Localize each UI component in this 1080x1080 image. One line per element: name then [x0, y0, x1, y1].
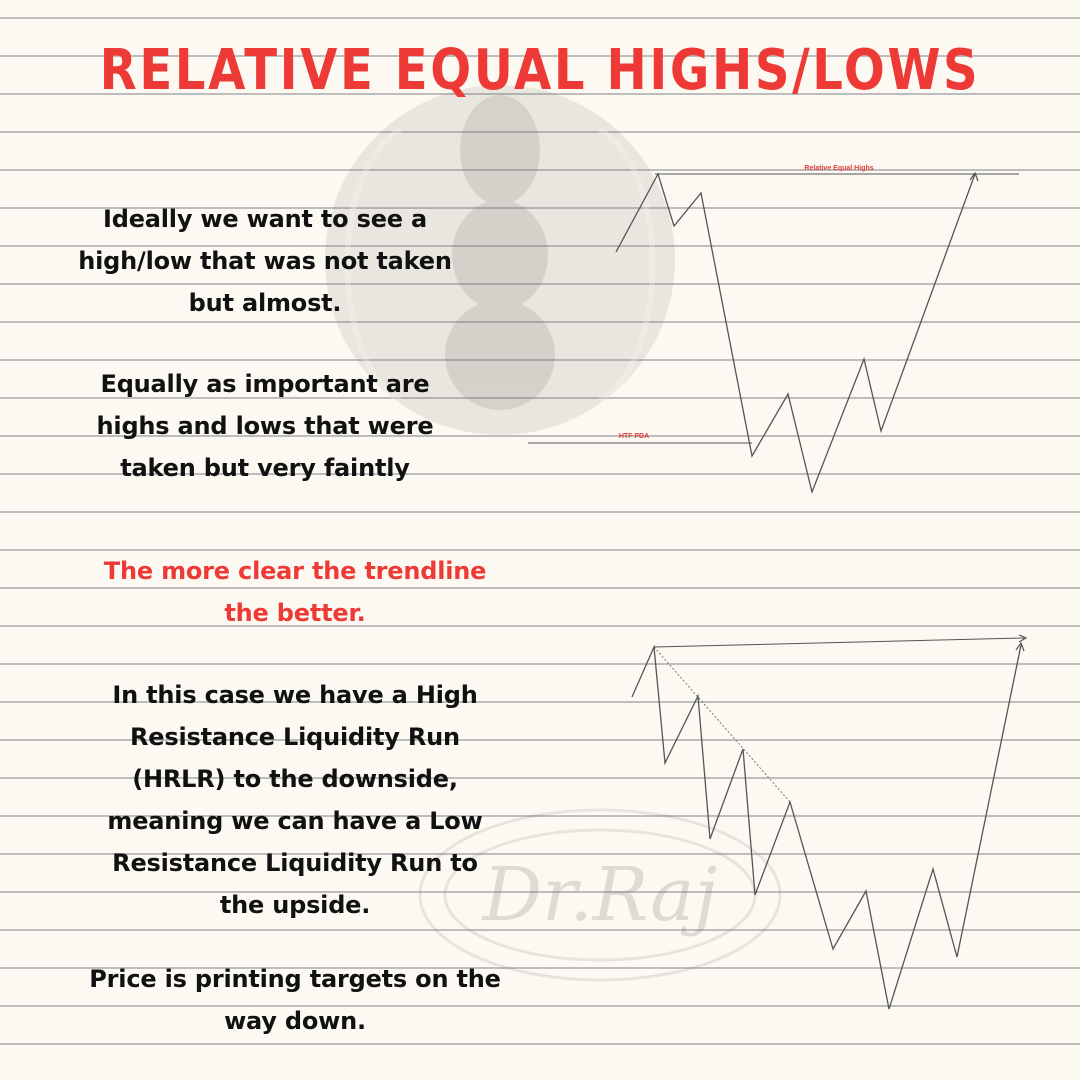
- paragraph-targets: Price is printing targets on the way down.: [89, 965, 501, 1035]
- paragraph-trendline: The more clear the trendline the better.: [103, 557, 487, 627]
- paragraph-taken-faintly: Equally as important are highs and lows that were taken but very faintly: [96, 370, 434, 482]
- page-title: RELATIVE EQUAL HIGHS/LOWS: [99, 38, 981, 103]
- label-relative-equal-highs: Relative Equal Highs: [804, 165, 874, 172]
- resistance-level-line: [654, 638, 1024, 647]
- dotted-trendline: [654, 647, 790, 802]
- watermark-signature: Dr.Raj: [482, 852, 718, 938]
- price-path-bottom: [632, 645, 1021, 1009]
- paragraph-not-taken: Ideally we want to see a high/low that was not taken but almost.: [78, 205, 452, 317]
- paragraph-hrlr: In this case we have a High Resistance Liquidity Run (HRLR) to the downside, meaning we can have a Low Resistance Liquidity Run to the upside.: [107, 681, 483, 919]
- label-htf-pda: HTF PDA: [618, 433, 650, 440]
